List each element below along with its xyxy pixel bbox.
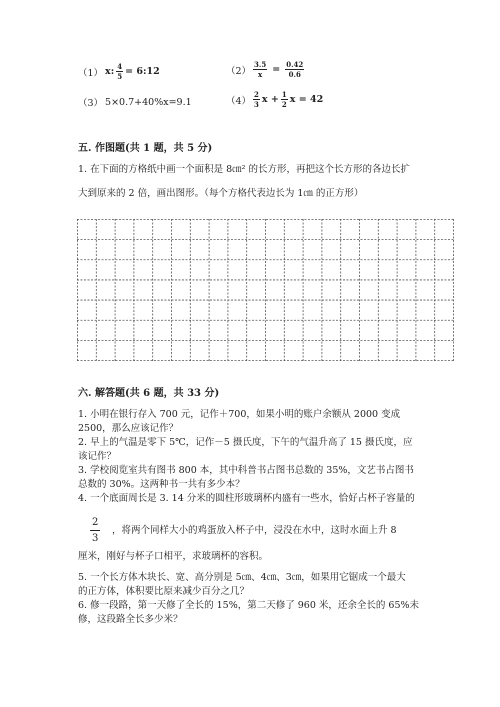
question-6-line-1: 6. 修一段路，第一天修了全长的 15%，第二天修了 960 米，还余全长的 65%未: [78, 600, 420, 611]
grid-svg: [77, 219, 454, 361]
question-1-line-2: 2500，那么应该记作？: [78, 423, 179, 434]
equation-1-rest: = 6:12: [125, 66, 160, 77]
fraction-denominator: 3: [254, 100, 259, 109]
question-5-line-1: 5. 一个长方体木块长、宽、高分别是 5㎝、4㎝、3㎝，如果用它锯成一个最大: [78, 572, 406, 583]
equation-1-label: （1）: [78, 67, 104, 79]
question-4-line-3: 厘米，刚好与杯子口相平，求玻璃杯的容积。: [78, 551, 269, 562]
question-1-line-1: 1. 小明在银行存入 700 元，记作＋700，如果小明的账户余额从 2000 变成: [78, 409, 401, 420]
equation-1: [78, 63, 160, 80]
question-4-fraction: [90, 517, 100, 544]
fraction-numerator: 2: [90, 518, 100, 531]
fraction-numerator: 3.5: [254, 60, 267, 69]
fraction-denominator: 3: [92, 533, 99, 544]
equation-4-label: （4）: [226, 95, 252, 107]
fraction-denominator: 0.6: [288, 70, 301, 79]
fraction-numerator: 0.42: [286, 60, 304, 69]
equation-2-fraction-1: [253, 61, 267, 78]
equation-1-term: x:: [105, 66, 115, 77]
equation-3-text: 5×0.7+40%x=9.1: [105, 96, 192, 108]
question-3-line-2: 总数的 30%。这两种书一共有多少本？: [78, 479, 245, 490]
fraction-numerator: 1: [281, 90, 287, 99]
fraction-denominator: 2: [281, 100, 287, 109]
equation-4-fraction-2: [281, 91, 288, 108]
question-2-line-1: 2. 早上的气温是零下 5℃，记作－5 摄氏度，下午的气温升高了 15 摄氏度，应: [78, 437, 413, 448]
equation-2-fraction-2: [285, 61, 304, 78]
equation-1-fraction: [116, 63, 123, 80]
question-4-line-2: ，将两个同样大小的鸡蛋放入杯子中，浸没在水中，这时水面上升 8: [112, 525, 397, 536]
section-5-question-1-line-2: 大到原来的 2 倍，画出图形。（每个方格代表边长为 1㎝ 的正方形）: [78, 188, 364, 199]
section-5-title: 五. 作图题(共 1 题，共 5 分): [78, 143, 213, 154]
equation-4: [226, 91, 323, 108]
equation-4-term-1: x +: [261, 94, 279, 105]
question-2-line-2: 该记作？: [78, 451, 117, 462]
section-5-question-1-line-1: 1. 在下面的方格纸中画一个面积是 8㎝² 的长方形，再把这个长方形的各边长扩: [78, 164, 410, 175]
fraction-numerator: 4: [117, 62, 123, 71]
question-4-line-1: 4. 一个底面周长是 3. 14 分米的圆柱形玻璃杯内盛有一些水，恰好占杯子容量的: [78, 493, 415, 504]
equals-sign: =: [272, 64, 281, 75]
question-6-line-2: 修，这段路全长多少米？: [78, 614, 183, 625]
equation-4-term-2: x = 42: [289, 94, 324, 105]
fraction-denominator: x: [258, 70, 263, 79]
equation-4-fraction-1: [253, 91, 260, 108]
equation-3-label: （3）: [78, 98, 104, 109]
question-3-line-1: 3. 学校阅览室共有图书 800 本，其中科普书占图书总数的 35%，文艺书占图书: [78, 465, 414, 476]
equation-2-label: （2）: [226, 65, 252, 77]
grid-paper[interactable]: [77, 219, 454, 361]
equation-3: [78, 95, 192, 109]
section-6-title: 六. 解答题(共 6 题，共 33 分): [78, 388, 220, 399]
question-5-line-2: 的正方体，体积要比原来减少百分之几？: [78, 586, 250, 597]
fraction-denominator: 5: [117, 72, 123, 81]
equation-2: [226, 61, 304, 78]
fraction-numerator: 2: [254, 90, 259, 99]
